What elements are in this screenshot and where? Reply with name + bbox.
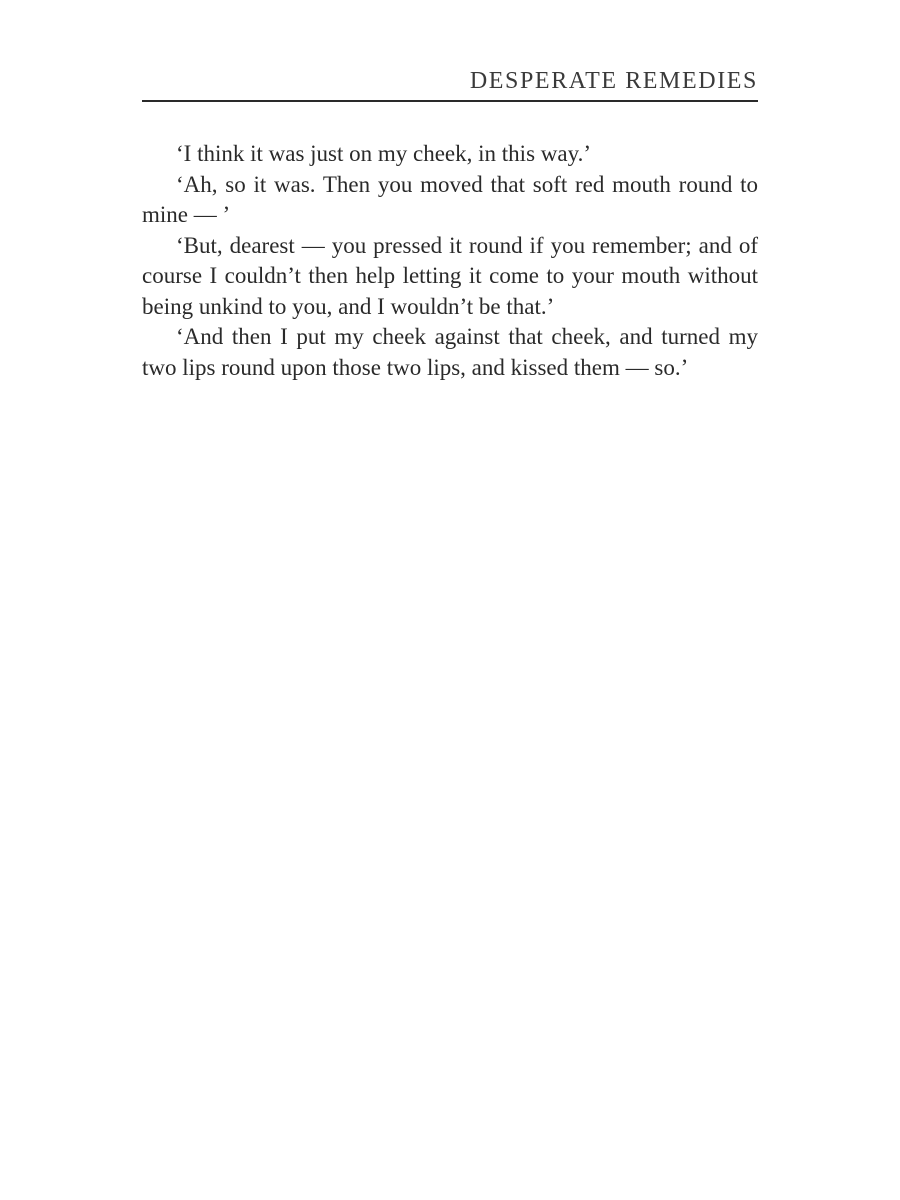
paragraph: ‘I think it was just on my cheek, in this way.’	[176, 141, 591, 166]
body-text	[142, 139, 758, 383]
paragraph: ‘But, dearest — you pressed it round if you remember; and of course I couldn’t then help letting it come to your mouth without being unkind to you, and I wouldn’t be that.’	[142, 232, 758, 319]
header-rule	[142, 100, 758, 102]
running-head: DESPERATE REMEDIES	[469, 68, 758, 94]
paragraph: ‘Ah, so it was. Then you moved that soft red mouth round to mine — ’	[142, 171, 758, 227]
paragraph: ‘And then I put my cheek against that cheek, and turned my two lips round upon those two lips, and kissed them — so.’	[142, 324, 758, 380]
